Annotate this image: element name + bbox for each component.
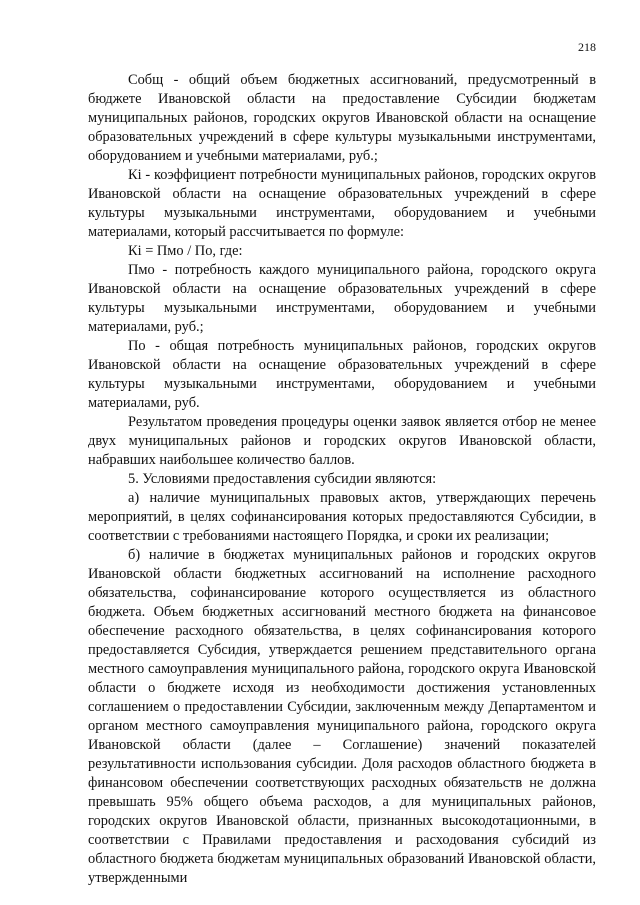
paragraph-po-definition: По - общая потребность муниципальных районов, городских округов Ивановской области на оснащение образовательных учреждений в сфере культуры музыкальными инструментами, оборудованием и учебными материалами, руб. bbox=[88, 338, 596, 411]
paragraph-condition-b: б) наличие в бюджетах муниципальных районов и городских округов Ивановской области бюджетных ассигнований на исполнение расходного обязательства, софинансирование которого осуществляется из областного бюджета. Объем бюджетных ассигнований местного бюджета на финансовое обеспечение расходного обязательства, в целях софинансирования которого предоставляется Субсидия, утверждается решением представительного органа местного самоуправления муниципального района, городского округа Ивановской области о бюджете исходя из необходимости достижения установленных соглашением о предоставлении Субсидии, заключенным между Департаментом и органом местного самоуправления муниципального района, городского округа Ивановской области (далее – Соглашение) значений показателей результативности использования субсидии. Доля расходов областного бюджета в финансовом обеспечении соответствующих расходных обязательств не должна превышать 95% общего объема расходов, а для муниципальных районов, городских округов Ивановской области, признанных высокодотационными, в соответствии с Правилами предоставления и расходования субсидий из областного бюджета бюджетам муниципальных образований Ивановской области, утвержденными bbox=[88, 547, 596, 886]
paragraph-ki-definition: Кi - коэффициент потребности муниципальных районов, городских округов Ивановской области на оснащение образовательных учреждений в сфере культуры музыкальными инструментами, оборудованием и учебными материалами, который рассчитывается по формуле: bbox=[88, 167, 596, 240]
paragraph-selection-result: Результатом проведения процедуры оценки заявок является отбор не менее двух муниципальных районов и городских округов Ивановской области, набравших наибольшее количество баллов. bbox=[88, 414, 596, 468]
page-number: 218 bbox=[578, 40, 596, 54]
paragraph-sobsh-definition: Собщ - общий объем бюджетных ассигнований, предусмотренный в бюджете Ивановской области на предоставление Субсидии бюджетам муниципальных районов, городских округов Ивановской области на оснащение образовательных учреждений в сфере культуры музыкальными инструментами, оборудованием и учебными материалами, руб.; bbox=[88, 72, 596, 164]
paragraph-conditions-heading: 5. Условиями предоставления субсидии являются: bbox=[128, 471, 437, 487]
paragraph-formula: Кi = Пмо / По, где: bbox=[128, 243, 243, 259]
paragraph-condition-a: а) наличие муниципальных правовых актов, утверждающих перечень мероприятий, в целях софинансирования которых предоставляются Субсидии, в соответствии с требованиями настоящего Порядка, и сроки их реализации; bbox=[88, 490, 596, 544]
paragraph-pmo-definition: Пмо - потребность каждого муниципального района, городского округа Ивановской области на оснащение образовательных учреждений в сфере культуры музыкальными инструментами, оборудованием и учебными материалами, руб.; bbox=[88, 262, 596, 335]
document-body bbox=[88, 71, 596, 888]
